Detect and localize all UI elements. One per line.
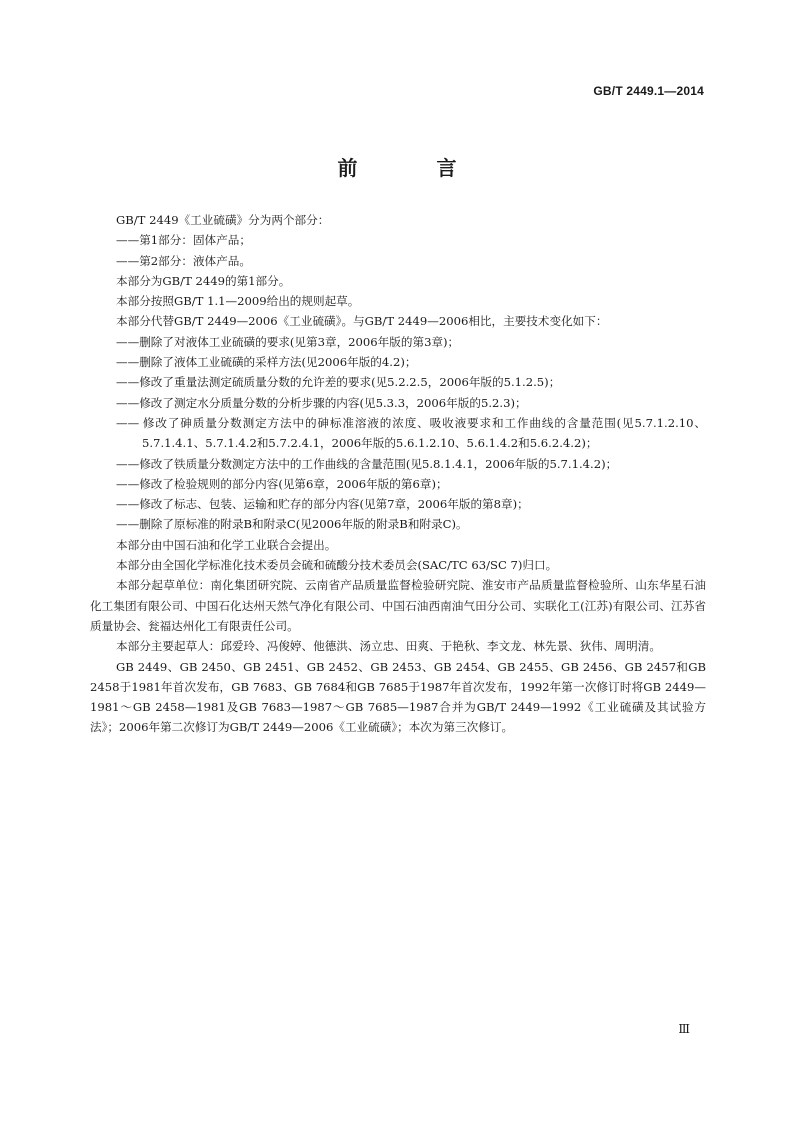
- list-item-text: 修改了砷质量分数测定方法中的砷标准溶液的浓度、吸收液要求和工作曲线的含量范围(见5.7.1.2.10、5.7.1.4.1、5.7.1.4.2和5.7.2.4.1，2006年版的5.6.1.2.10、5.6.1.4.2和5.6.2.4.2)；: [142, 415, 706, 451]
- list-item-change-arsenic: [90, 413, 706, 454]
- paragraph-this-part: 本部分为GB/T 2449的第1部分。: [116, 273, 291, 288]
- list-item-change: ——删除了原标准的附录B和附录C(见2006年版的附录B和附录C)。: [116, 517, 468, 532]
- list-item-change: ——删除了对液体工业硫磺的要求(见第3章，2006年版的第3章)；: [116, 334, 460, 349]
- list-item-change: ——修改了标志、包装、运输和贮存的部分内容(见第7章，2006年版的第8章)；: [116, 497, 529, 512]
- list-item-change: ——修改了铁质量分数测定方法中的工作曲线的含量范围(见5.8.1.4.1，2006年版的5.7.1.4.2)；: [116, 456, 618, 471]
- paragraph-replaces: 本部分代替GB/T 2449—2006《工业硫磺》。与GB/T 2449—2006相比，主要技术变化如下：: [116, 314, 608, 329]
- list-item-part2: ——第2部分：液体产品。: [116, 253, 251, 268]
- page-number: Ⅲ: [678, 1022, 690, 1036]
- dash-lead: ——: [116, 415, 140, 430]
- list-item-part1: ——第1部分：固体产品；: [116, 233, 251, 248]
- list-item-change: ——删除了液体工业硫磺的采样方法(见2006年版的4.2)；: [116, 355, 417, 370]
- paragraph-history: GB 2449、GB 2450、GB 2451、GB 2452、GB 2453、GB 2454、GB 2455、GB 2456、GB 2457和GB 2458于1981年首次发布，GB 7683、GB 7684和GB 7685于1987年首次发布，1992年第一次修订时将GB 2449—1981～GB 2458—1981及GB 7683—1987～GB 7685—1987合并为GB/T 2449—1992《工业硫磺及其试验方法》；2006年第二次修订为GB/T 2449—2006《工业硫磺》；本次为第三次修订。: [90, 659, 706, 735]
- list-item-change: ——修改了测定水分质量分数的分析步骤的内容(见5.3.3，2006年版的5.2.3)；: [116, 395, 527, 410]
- page-title: 前 言: [337, 156, 493, 180]
- paragraph-proposed-by: 本部分由中国石油和化学工业联合会提出。: [116, 537, 337, 552]
- paragraph-drafting-rules: 本部分按照GB/T 1.1—2009给出的规则起草。: [116, 294, 360, 309]
- standard-code: GB/T 2449.1—2014: [593, 84, 704, 98]
- paragraph-drafters: 本部分主要起草人：邱爱玲、冯俊婷、他德洪、汤立忠、田爽、于艳秋、李文龙、林先景、狄伟、周明清。: [116, 639, 661, 654]
- list-item-change: ——修改了重量法测定硫质量分数的允许差的要求(见5.2.2.5，2006年版的5.1.2.5)；: [116, 375, 561, 390]
- paragraph-jurisdiction: 本部分由全国化学标准化技术委员会硫和硫酸分技术委员会(SAC/TC 63/SC 7)归口。: [116, 558, 558, 573]
- paragraph-drafting-units: 本部分起草单位：南化集团研究院、云南省产品质量监督检验研究院、淮安市产品质量监督检验所、山东华星石油化工集团有限公司、中国石化达州天然气净化有限公司、中国石油西南油气田分公司、实联化工(江苏)有限公司、江苏省质量协会、瓮福达州化工有限责任公司。: [90, 578, 706, 633]
- foreword-body: [90, 210, 706, 738]
- list-item-change: ——修改了检验规则的部分内容(见第6章，2006年版的第6章)；: [116, 476, 448, 491]
- paragraph-parts-intro: GB/T 2449《工业硫磺》分为两个部分：: [116, 213, 330, 227]
